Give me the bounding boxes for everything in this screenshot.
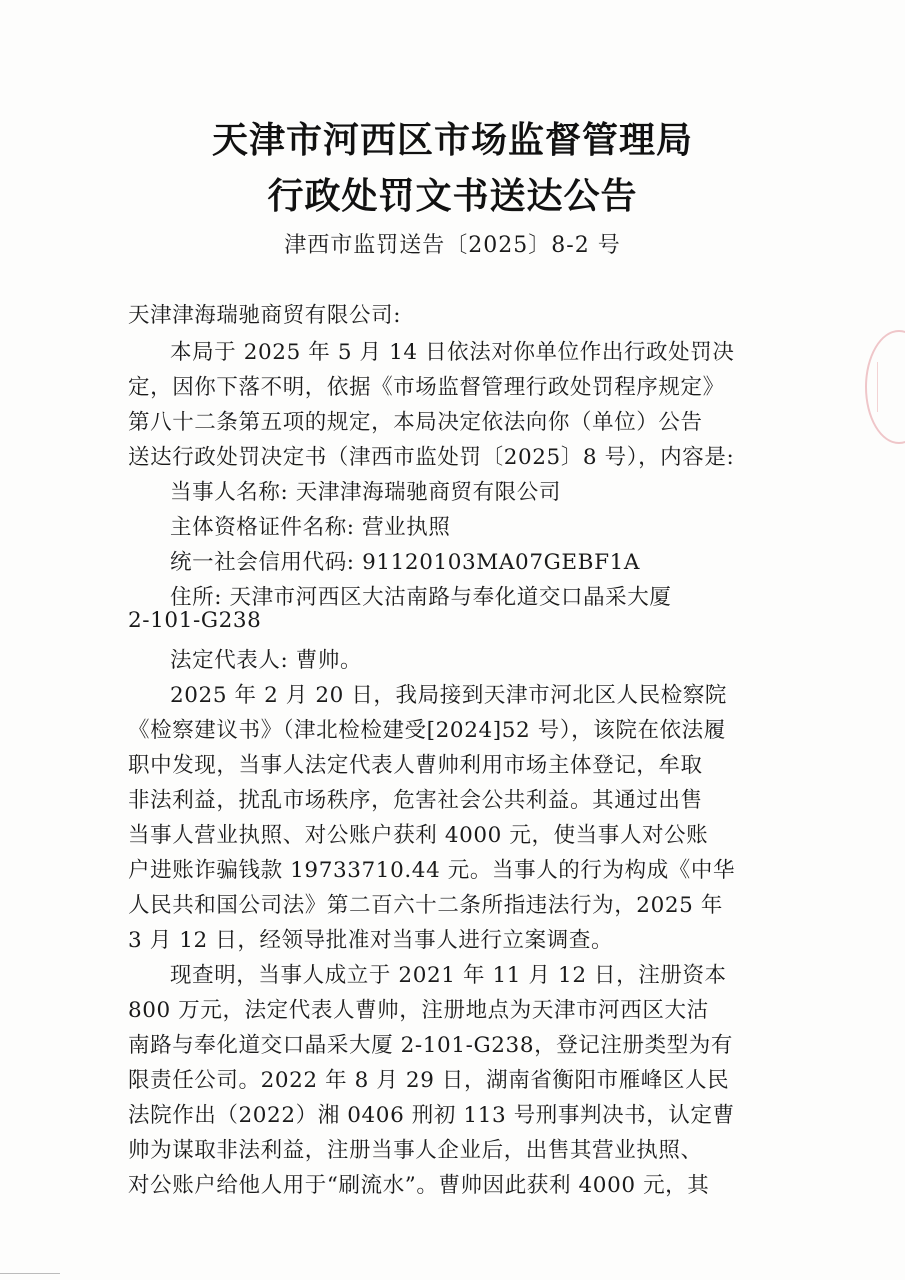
document-title-line2: 行政处罚文书送达公告 <box>267 175 638 217</box>
body-line: 限责任公司。2022 年 8 月 29 日，湖南省衡阳市雁峰区人民 <box>128 1068 730 1093</box>
body-line: 送达行政处罚决定书（津西市监处罚〔2025〕8 号），内容是: <box>128 445 735 470</box>
credit-code: 统一社会信用代码: 91120103MA07GEBF1A <box>170 550 641 575</box>
body-line: 《检察建议书》（津北检检建受[2024]52 号），该院在依法履 <box>128 718 726 743</box>
body-line: 本局于 2025 年 5 月 14 日依法对你单位作出行政处罚决 <box>170 340 735 365</box>
body-line: 现查明，当事人成立于 2021 年 11 月 12 日，注册资本 <box>170 963 727 988</box>
document-number: 津西市监罚送告〔2025〕8-2 号 <box>284 233 621 258</box>
body-line: 南路与奉化道交口晶采大厦 2-101-G238，登记注册类型为有 <box>128 1033 733 1058</box>
addressee: 天津津海瑞驰商贸有限公司: <box>128 303 402 328</box>
body-line: 定，因你下落不明，依据《市场监督管理行政处罚程序规定》 <box>128 375 725 400</box>
body-line: 职中发现，当事人法定代表人曹帅利用市场主体登记，牟取 <box>128 753 703 778</box>
body-line: 人民共和国公司法》第二百六十二条所指违法行为，2025 年 <box>128 893 723 918</box>
body-line: 2025 年 2 月 20 日，我局接到天津市河北区人民检察院 <box>170 683 728 708</box>
address-cont: 2-101-G238 <box>128 608 262 633</box>
body-line: 户进账诈骗钱款 19733710.44 元。当事人的行为构成《中华 <box>128 858 736 883</box>
seal-inner-mark <box>877 362 896 412</box>
scan-edge-line <box>0 1273 60 1274</box>
body-line: 帅为谋取非法利益，注册当事人企业后，出售其营业执照、 <box>128 1138 703 1163</box>
official-seal-fragment <box>865 330 905 444</box>
body-line: 3 月 12 日，经领导批准对当事人进行立案调查。 <box>128 928 614 953</box>
address: 住所: 天津市河西区大沽南路与奉化道交口晶采大厦 <box>170 585 672 610</box>
legal-representative: 法定代表人: 曹帅。 <box>170 648 363 673</box>
body-line: 800 万元，法定代表人曹帅，注册地点为天津市河西区大沽 <box>128 998 709 1023</box>
body-line: 非法利益，扰乱市场秩序，危害社会公共利益。其通过出售 <box>128 788 703 813</box>
body-line: 对公账户给他人用于“刷流水”。曹帅因此获利 4000 元，其 <box>128 1173 710 1198</box>
body-line: 当事人营业执照、对公账户获利 4000 元，使当事人对公账 <box>128 823 709 848</box>
party-name: 当事人名称: 天津津海瑞驰商贸有限公司 <box>170 480 561 505</box>
document-title-line1: 天津市河西区市场监督管理局 <box>211 119 693 161</box>
body-line: 第八十二条第五项的规定，本局决定依法向你（单位）公告 <box>128 410 703 435</box>
body-line: 法院作出（2022）湘 0406 刑初 113 号刑事判决书，认定曹 <box>128 1103 735 1128</box>
license-type: 主体资格证件名称: 营业执照 <box>170 515 451 540</box>
